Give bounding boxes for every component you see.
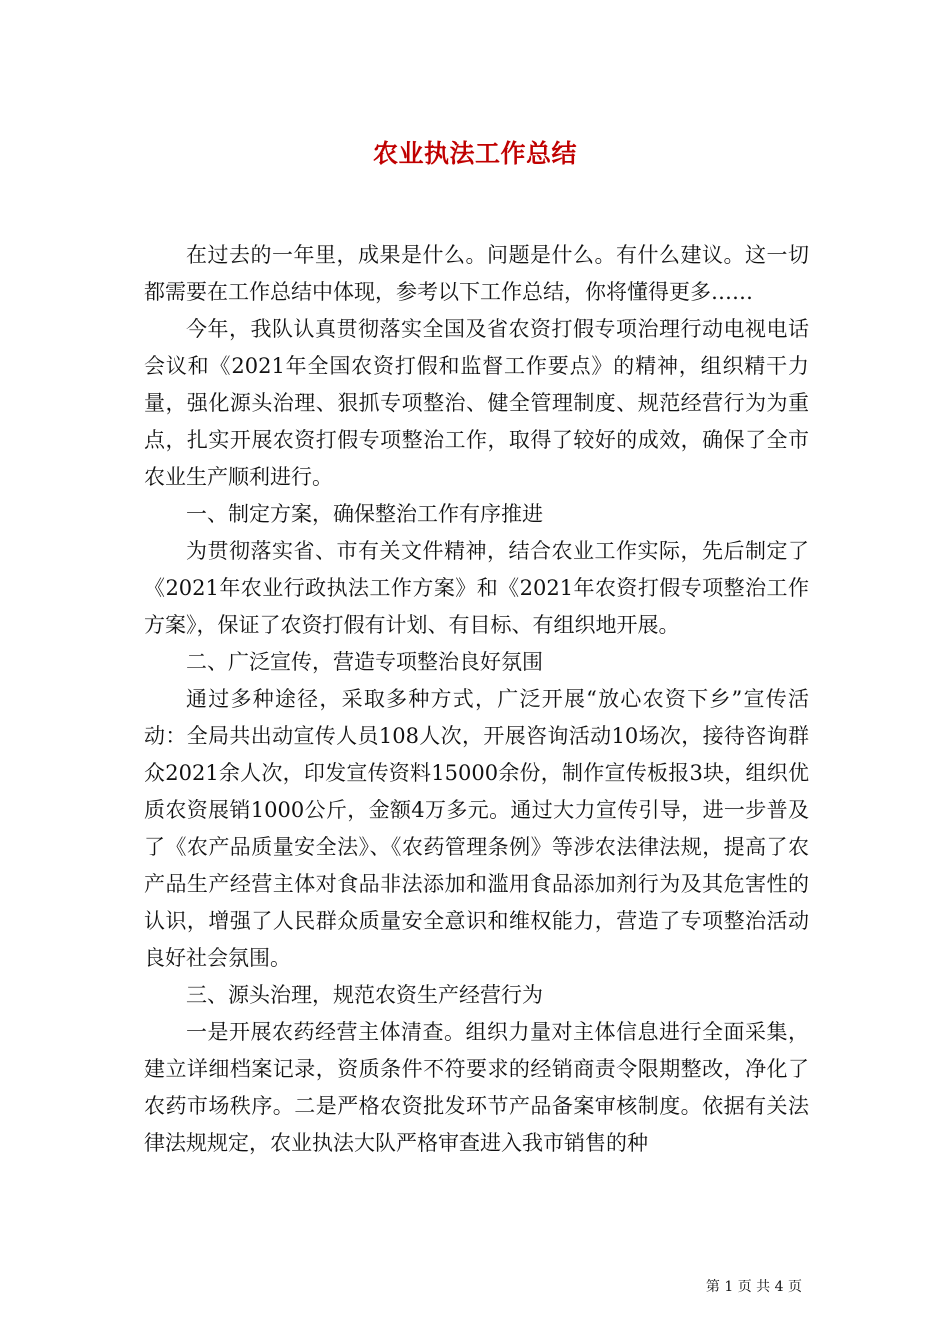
section-heading-1: 一、制定方案，确保整治工作有序推进	[186, 502, 543, 526]
document-title: 农业执法工作总结	[372, 139, 577, 168]
body-paragraph: 一是开展农药经营主体清查。组织力量对主体信息进行全面采集，建立详细档案记录，资质条件不符要求的经销商责令限期整改，净化了农药市场秩序。二是严格农资批发环节产品备案审核制度。依据有关法律法规规定，农业执法大队严格审查进入我市销售的种	[144, 1020, 809, 1155]
page-number: 第 1 页 共 4 页	[705, 1279, 802, 1295]
intro-paragraph: 在过去的一年里，成果是什么。问题是什么。有什么建议。这一切都需要在工作总结中体现，参考以下工作总结，你将懂得更多……	[144, 243, 809, 304]
section-heading-3: 三、源头治理，规范农资生产经营行为	[186, 983, 543, 1007]
section-heading-2: 二、广泛宣传，营造专项整治良好氛围	[186, 650, 543, 674]
document-body	[144, 237, 809, 1162]
body-paragraph: 为贯彻落实省、市有关文件精神，结合农业工作实际，先后制定了《2021年农业行政执法工作方案》和《2021年农资打假专项整治工作方案》，保证了农资打假有计划、有目标、有组织地开展。	[144, 539, 809, 637]
body-paragraph: 今年，我队认真贯彻落实全国及省农资打假专项治理行动电视电话会议和《2021年全国农资打假和监督工作要点》的精神，组织精干力量，强化源头治理、狠抓专项整治、健全管理制度、规范经营行为为重点，扎实开展农资打假专项整治工作，取得了较好的成效，确保了全市农业生产顺利进行。	[144, 317, 809, 489]
body-paragraph: 通过多种途径，采取多种方式，广泛开展“放心农资下乡”宣传活动：全局共出动宣传人员108人次，开展咨询活动10场次，接待咨询群众2021余人次，印发宣传资料15000余份，制作宣传板报3块，组织优质农资展销1000公斤，金额4万多元。通过大力宣传引导，进一步普及了《农产品质量安全法》、《农药管理条例》等涉农法律法规，提高了农产品生产经营主体对食品非法添加和滥用食品添加剂行为及其危害性的认识，增强了人民群众质量安全意识和维权能力，营造了专项整治活动良好社会氛围。	[144, 687, 809, 970]
